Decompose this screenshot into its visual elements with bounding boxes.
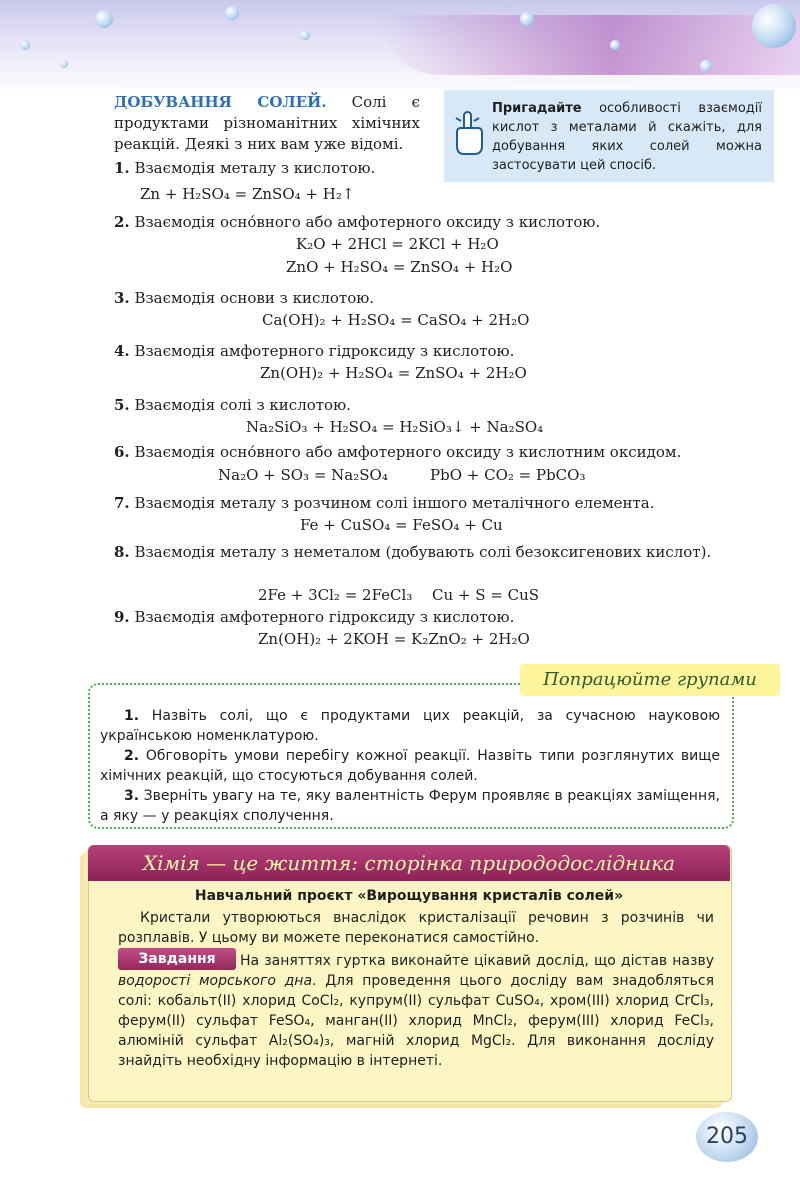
- step-number: 3.: [114, 289, 130, 307]
- step-text: Взаємодія основи з кислотою.: [129, 289, 375, 307]
- molecule-bubble: [300, 30, 310, 40]
- step-5: [114, 396, 351, 414]
- step-text: Взаємодія солі з кислотою.: [129, 396, 351, 414]
- step-4: [114, 342, 514, 360]
- equation: Cu + S = CuS: [432, 586, 540, 604]
- step-number: 9.: [114, 608, 130, 626]
- step-text: Взаємодія металу з неметалом (добувають солі безоксигенових кислот).: [129, 543, 712, 561]
- molecule-bubble: [700, 60, 712, 72]
- step-number: 1.: [114, 159, 130, 177]
- equation: Zn + H₂SO₄ = ZnSO₄ + H₂↑: [140, 185, 355, 203]
- molecule-bubble: [225, 6, 239, 20]
- task-text-a: На заняттях гуртка виконайте цікавий дослід, що дістав назву: [240, 953, 714, 969]
- intro-paragraph: [114, 92, 420, 155]
- item-text: Обговоріть умови перебігу кожної реакції. Назвіть типи розглянутих вище хімічних реакцій, що стосуються добування солей.: [100, 748, 720, 784]
- step-1: [114, 159, 375, 177]
- item-number: 3.: [124, 788, 140, 804]
- equation: Ca(OH)₂ + H₂SO₄ = CaSO₄ + 2H₂O: [262, 311, 530, 329]
- equation: Zn(OH)₂ + 2KOH = K₂ZnO₂ + 2H₂O: [258, 630, 530, 648]
- molecule-bubble: [520, 12, 534, 26]
- task-text-b: . Для проведення цього досліду вам знадобляться солі: кобальт(ІІ) хлорид CoCl₂, купрум(ІІ) сульфат CuSO₄, хром(ІІІ) хлорид CrCl₃, ферум(ІІ) сульфат FeSO₄, манган(ІІ) хлорид MnCl₂, ферум(ІІІ) хлорид FeCl₃, алюміній сульфат Al₂(SO₄)₃, магній хлорид MgCl₂. Для виконання досліду знайдіть необхідну інформацію в інтернеті.: [118, 973, 714, 1069]
- equation: Zn(OH)₂ + H₂SO₄ = ZnSO₄ + 2H₂O: [260, 364, 527, 382]
- molecule-bubble: [95, 10, 113, 28]
- intro-text: Солі є продуктами різноманітних хімічних реакцій. Деякі з них вам уже відомі.: [114, 93, 420, 153]
- banner-swoosh: [380, 15, 800, 75]
- step-number: 5.: [114, 396, 130, 414]
- step-text: Взаємодія амфотерного гідроксиду з кислотою.: [129, 608, 515, 626]
- section-heading: ДОБУВАННЯ СОЛЕЙ.: [114, 93, 327, 111]
- page-number: 205: [696, 1112, 758, 1162]
- step-9: [114, 608, 514, 626]
- step-text: Взаємодія осно́вного або амфотерного оксиду з кислотою.: [129, 213, 601, 231]
- project-title: Навчальний проєкт «Вирощування кристалів солей»: [194, 888, 624, 904]
- chemistry-life-title: Хімія — це життя: сторінка природодослідника: [88, 845, 730, 881]
- groupwork-label: Попрацюйте групами: [520, 664, 780, 696]
- step-number: 2.: [114, 213, 130, 231]
- equation: K₂O + 2HCl = 2KCl + H₂O: [296, 235, 499, 253]
- equation: Na₂O + SO₃ = Na₂SO₄: [218, 466, 388, 484]
- equation: PbO + CO₂ = PbCO₃: [430, 466, 586, 484]
- step-text: Взаємодія осно́вного або амфотерного оксиду з кислотним оксидом.: [129, 443, 682, 461]
- step-number: 4.: [114, 342, 130, 360]
- groupwork-item: [100, 786, 720, 826]
- molecule-bubble: [60, 60, 68, 68]
- step-number: 8.: [114, 543, 130, 561]
- step-text: Взаємодія металу з розчином солі іншого металічного елемента.: [129, 494, 655, 512]
- step-6: [114, 443, 681, 461]
- item-number: 1.: [124, 708, 140, 724]
- step-2: [114, 213, 600, 231]
- pointing-hand-icon: [452, 110, 484, 156]
- molecule-bubble: [20, 40, 30, 50]
- task-text: [118, 951, 714, 1071]
- recall-box: [444, 90, 774, 182]
- step-number: 7.: [114, 494, 130, 512]
- task-badge: Завдання: [118, 948, 236, 970]
- item-text: Назвіть солі, що є продуктами цих реакцій, за сучасною науковою українською номенклатурою.: [100, 708, 720, 744]
- groupwork-item: [100, 746, 720, 786]
- equation: 2Fe + 3Cl₂ = 2FeCl₃: [258, 586, 413, 604]
- recall-body: особливості взаємодії кислот з металами й скажіть, для добування яких солей можна застосувати цей спосіб.: [492, 101, 762, 173]
- step-3: [114, 289, 374, 307]
- top-banner: [0, 0, 800, 95]
- step-8: [86, 542, 728, 563]
- step-text: Взаємодія амфотерного гідроксиду з кислотою.: [129, 342, 515, 360]
- molecule-bubble: [610, 40, 620, 50]
- groupwork-item: [100, 706, 720, 746]
- step-number: 6.: [114, 443, 130, 461]
- recall-bold: Пригадайте: [492, 101, 582, 116]
- recall-text: [492, 99, 762, 175]
- step-text: Взаємодія металу з кислотою.: [129, 159, 376, 177]
- item-number: 2.: [124, 748, 140, 764]
- equation: Fe + CuSO₄ = FeSO₄ + Cu: [300, 516, 503, 534]
- project-intro: Кристали утворюються внаслідок кристалізації речовин з розчинів чи розплавів. У цьому ви можете переконатися самостійно.: [118, 910, 714, 946]
- item-text: Зверніть увагу на те, яку валентність Ферум проявляє в реакціях заміщення, а яку — у реакціях сполучення.: [100, 788, 720, 824]
- molecule-bubble: [752, 4, 796, 48]
- task-text-italic: водорості морського дна: [118, 973, 313, 989]
- step-7: [114, 494, 655, 512]
- equation: ZnO + H₂SO₄ = ZnSO₄ + H₂O: [286, 258, 513, 276]
- equation: Na₂SiO₃ + H₂SO₄ = H₂SiO₃↓ + Na₂SO₄: [246, 418, 544, 436]
